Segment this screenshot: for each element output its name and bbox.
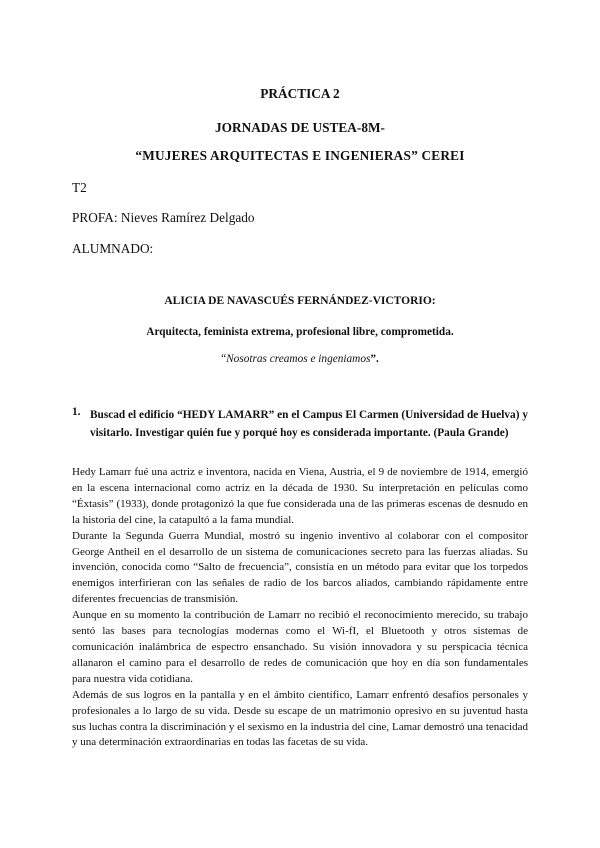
event-title: JORNADAS DE USTEA-8M- [215, 120, 385, 135]
quote-text: Nosotras creamos e ingeniamos [226, 353, 371, 365]
answer-paragraph: Durante la Segunda Guerra Mundial, mostró su ingenio inventivo al colaborar con el compositor George Antheil en el desarrollo de un sistema de comunicaciones secreto para las fuerzas aliadas. Su invención, conocida como “Salto de frecuencia”, consistía en un método para evitar que los torpedos enemigos interfirieran con las señales de radio de los barcos aliados, cambiando rápidamente entre diferentes frecuencias de transmisión. [72, 529, 528, 606]
question-number: 1. [72, 406, 81, 418]
quote-close-mark: ”. [370, 353, 379, 365]
teacher-label: PROFA: Nieves Ramírez Delgado [72, 210, 255, 225]
answer-paragraph: Hedy Lamarr fué una actriz e inventora, nacida en Viena, Austria, el 9 de noviembre de 1914, emergió en la escena internacional como actriz en la década de 1930. Su interpretación en películas como “Éxtasis” (1933), donde protagonizó la que fue considerada una de las primeras escenas de desnudo en la historia del cine, la catapultó a la fama mundial. [72, 466, 528, 526]
quote-open-mark: “ [221, 353, 227, 365]
group-label: T2 [72, 180, 87, 195]
featured-description: Arquitecta, feminista extrema, profesional libre, comprometida. [146, 326, 454, 338]
answer-paragraph: Además de sus logros en la pantalla y en el ámbito científico, Lamarr enfrentó desafíos personales y profesionales a lo largo de su vida. Desde su escape de un matrimonio opresivo en su juventud hasta sus luchas contra la discriminación y el sexismo en la industria del cine, Lamar demostró una tenacidad y una determinación extraordinarias en todas las facetas de su vida. [72, 688, 528, 749]
answer-paragraph: Aunque en su momento la contribución de Lamarr no recibió el reconocimiento merecido, su trabajo sentó las bases para tecnologías modernas como el Wi-fI, el Bluetooth y otros sistemas de comunicación inalámbrica de espectro ensanchado. Su visión innovadora y su perspicacia técnica allanaron el camino para el desarrollo de redes de comunicación que hoy en día son fundamentales para nuestra vida cotidiana. [72, 609, 528, 685]
students-label: ALUMNADO: [72, 241, 154, 256]
event-subtitle: “MUJERES ARQUITECTAS E INGENIERAS” CEREI [135, 148, 465, 163]
question-text: Buscad el edificio “HEDY LAMARR” en el Campus El Carmen (Universidad de Huelva) y visitarlo. Investigar quién fue y porqué hoy es considerada importante. (Paula Grande) [90, 409, 528, 439]
featured-quote [72, 353, 528, 365]
answer-body [72, 465, 528, 751]
featured-name: ALICIA DE NAVASCUÉS FERNÁNDEZ-VICTORIO: [164, 295, 436, 307]
practice-title: PRÁCTICA 2 [260, 86, 340, 101]
